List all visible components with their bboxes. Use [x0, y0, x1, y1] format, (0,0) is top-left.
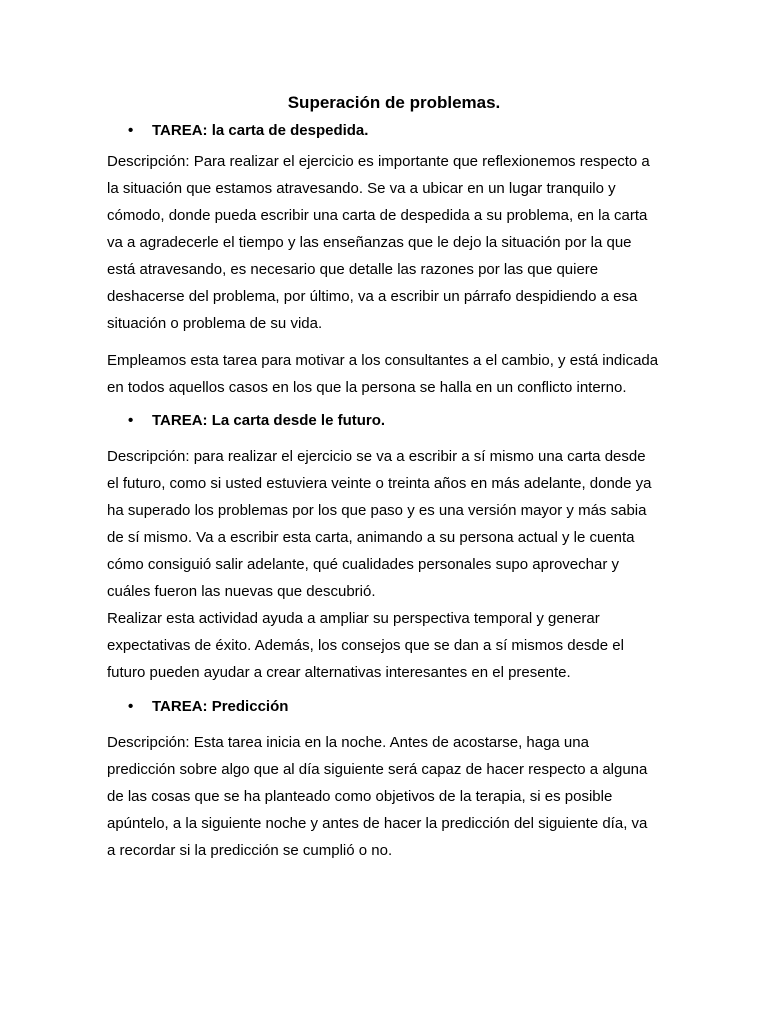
document-page [107, 92, 665, 864]
bullet-icon: • [128, 122, 134, 139]
document-title: Superación de problemas. [287, 93, 501, 112]
bullet-icon: • [128, 698, 134, 715]
task-heading-label: TAREA: La carta desde le futuro. [152, 412, 386, 429]
description-paragraph: Descripción: Esta tarea inicia en la noche. Antes de acostarse, haga una predicción sobre algo que al día siguiente será capaz de hacer respecto a alguna de las cosas que se ha planteado como objetivos de la terapia, si es posible apúntelo, a la siguiente noche y antes de hacer la predicción del siguiente día, va a recordar si la predicción se cumplió o no. [107, 734, 648, 859]
task-heading-label: TAREA: Predicción [152, 698, 289, 715]
description-paragraph: Descripción: para realizar el ejercicio se va a escribir a sí mismo una carta desde el futuro, como si usted estuviera veinte o treinta años en más adelante, donde ya ha superado los problemas por los que paso y es una versión mayor y más sabia de sí mismo. Va a escribir esta carta, animando a su persona actual y le cuenta cómo consiguió salir adelante, qué cualidades personales supo aprovechar y cuáles fueron las nuevas que descubrió. Realizar esta actividad ayuda a ampliar su perspectiva temporal y generar expectativas de éxito. Además, los consejos que se dan a sí mismos desde el futuro pueden ayudar a crear alternativas interesantes en el presente. [107, 448, 652, 681]
bullet-icon: • [128, 412, 134, 429]
task-heading-carta-futuro [107, 410, 665, 432]
task-heading-prediccion [107, 696, 665, 718]
usage-paragraph: Empleamos esta tarea para motivar a los consultantes a el cambio, y está indicada en todos aquellos casos en los que la persona se halla en un conflicto interno. [107, 352, 659, 396]
task-heading-label: TAREA: la carta de despedida. [152, 122, 369, 139]
task-heading-carta-despedida [107, 120, 665, 142]
description-paragraph: Descripción: Para realizar el ejercicio es importante que reflexionemos respecto a la situación que estamos atravesando. Se va a ubicar en un lugar tranquilo y cómodo, donde pueda escribir una carta de despedida a su problema, en la carta va a agradecerle el tiempo y las enseñanzas que le dejo la situación por la que está atravesando, es necesario que detalle las razones por las que quiere deshacerse del problema, por último, va a escribir un párrafo despidiendo a esa situación o problema de su vida. [107, 153, 650, 332]
